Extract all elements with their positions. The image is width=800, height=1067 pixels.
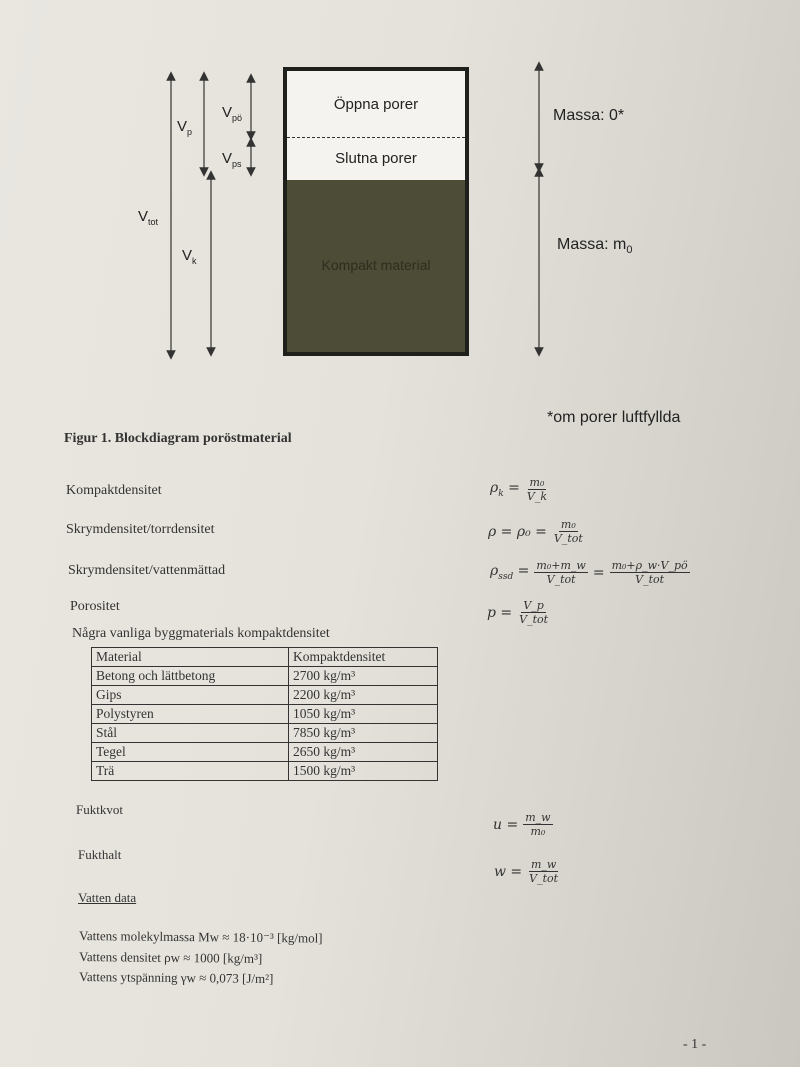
closed-pores-region <box>287 137 465 181</box>
vpo-label: $V_{pö}$ <box>222 104 243 123</box>
formula-rho-k: $\rho_k$ = $\frac{\text{m₀}}{V\_k}$ <box>490 476 547 503</box>
closed-pores-label: Slutna porer <box>335 150 417 167</box>
water-line: Vattens ytspänning γw ≈ 0,073 [J/m²] <box>78 969 274 987</box>
table-row <box>92 743 438 762</box>
vps-label: $V_{ps}$ <box>222 150 242 169</box>
table-header: Material <box>92 648 289 667</box>
table-cell: 2650 kg/m³ <box>289 743 438 762</box>
table-row <box>92 762 438 781</box>
formula-porosity: p = $\frac{V\_p}{\text{V\_tot}}$ <box>487 599 549 626</box>
figure-caption: Figur 1. Blockdiagram poröstmaterial <box>64 431 292 446</box>
table-cell: 2700 kg/m³ <box>289 667 438 686</box>
page-number: - 1 - <box>683 1037 707 1052</box>
water-line: Vattens molekylmassa Mw ≈ 18·10⁻³ [kg/mol] <box>78 928 323 946</box>
mass-zero-label: Massa: 0* <box>553 107 625 124</box>
property-label: Skrymdensitet/vattenmättad <box>68 563 226 578</box>
material-block <box>283 67 469 356</box>
water-line: Vattens densitet ρw ≈ 1000 [kg/m³] <box>78 949 263 966</box>
table-cell: Gips <box>92 686 289 705</box>
property-label: Skrymdensitet/torrdensitet <box>66 522 215 537</box>
table-row <box>92 705 438 724</box>
table-cell: 7850 kg/m³ <box>289 724 438 743</box>
table-cell: 1500 kg/m³ <box>289 762 438 781</box>
footnote: *om porer luftfyllda <box>547 409 681 426</box>
table-header: Kompaktdensitet <box>289 648 438 667</box>
mass-m0-label: Massa: $m_0$ <box>557 236 633 257</box>
table-header-row <box>92 648 438 667</box>
fukthalt-label: Fukthalt <box>78 847 122 862</box>
compact-material-region <box>287 180 465 352</box>
density-table <box>91 647 438 781</box>
vtot-label: $V_{tot}$ <box>138 208 159 227</box>
vk-label: $V_k$ <box>182 247 197 266</box>
compact-material-label: Kompakt material <box>321 257 431 273</box>
table-cell: 1050 kg/m³ <box>289 705 438 724</box>
formula-rho: ρ = ρ₀ = $\frac{\text{m₀}}{\text{V\_tot}}$ <box>488 518 583 545</box>
table-cell: Betong och lättbetong <box>92 667 289 686</box>
vp-label: $V_p$ <box>177 118 193 137</box>
property-label: Porositet <box>70 599 120 614</box>
table-row <box>92 667 438 686</box>
formula-u: u = $\frac{m\_w}{\text{m₀}}$ <box>493 811 551 838</box>
property-label: Kompaktdensitet <box>66 483 162 498</box>
formula-w: w = $\frac{m\_w}{\text{V\_tot}}$ <box>494 858 559 885</box>
formula-rho-ssd: $\rho_{ssd}$ = $\frac{\text{m₀+m\_w}}{\text{V\_tot}}$ = $\frac{\text{m₀+ρ\_w·V\_pö}}{\text{V\_tot}}$ <box>490 559 688 586</box>
table-cell: 2200 kg/m³ <box>289 686 438 705</box>
table-title: Några vanliga byggmaterials kompaktdensitet <box>72 626 330 641</box>
table-cell: Tegel <box>92 743 289 762</box>
water-heading: Vatten data <box>78 890 137 905</box>
open-pores-region <box>287 71 465 137</box>
table-cell: Polystyren <box>92 705 289 724</box>
table-row <box>92 686 438 705</box>
table-row <box>92 724 438 743</box>
fuktkvot-label: Fuktkvot <box>76 802 123 817</box>
table-cell: Trä <box>92 762 289 781</box>
open-pores-label: Öppna porer <box>333 96 419 113</box>
table-cell: Stål <box>92 724 289 743</box>
